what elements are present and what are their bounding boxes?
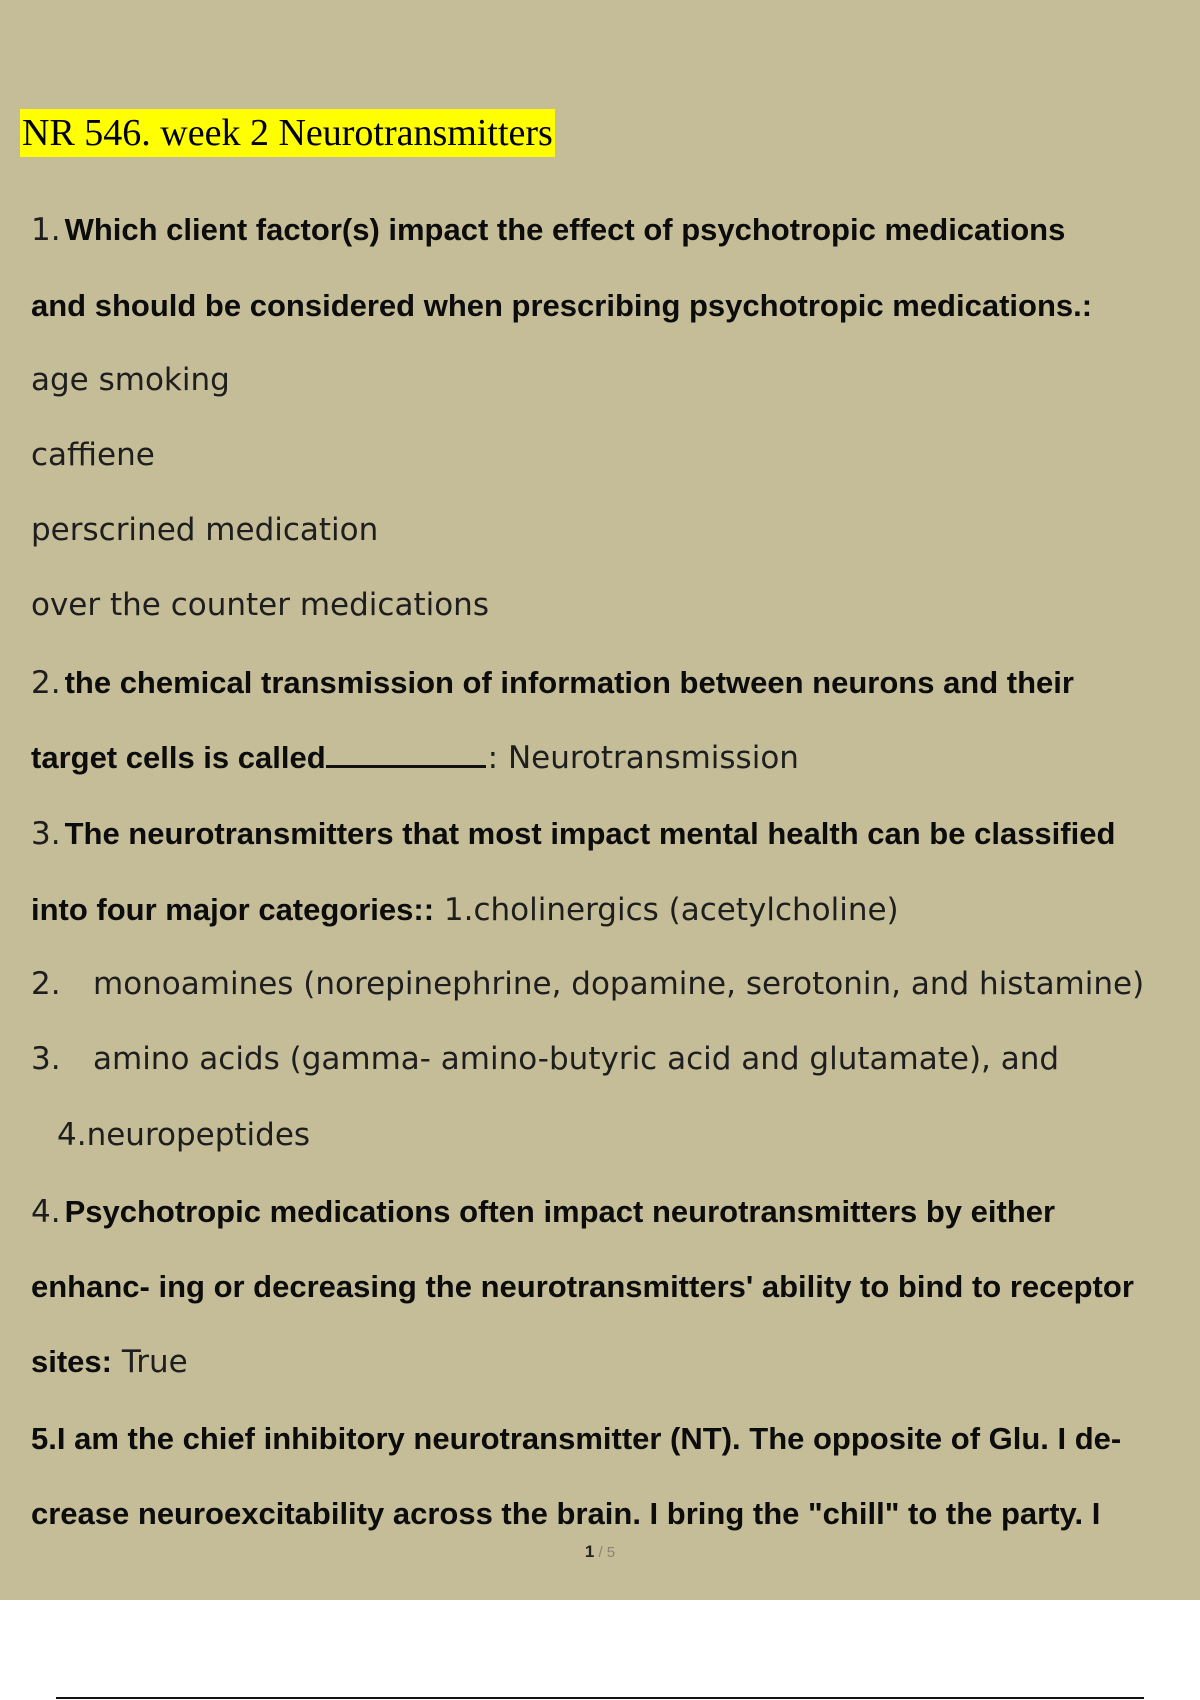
answer-blank bbox=[326, 733, 486, 768]
question-5-text-1: 5.I am the chief inhibitory neurotransmitter (NT). The opposite of Glu. I de- bbox=[31, 1421, 1122, 1456]
page-indicator bbox=[0, 1542, 1200, 1562]
question-1-answer-1: age smoking bbox=[31, 362, 230, 398]
question-3-item-2-number: 2. bbox=[31, 966, 61, 1002]
question-3-text-2: into four major categories:: bbox=[31, 892, 435, 927]
question-1-text-2: and should be considered when prescribing psychotropic medications.: bbox=[31, 288, 1093, 323]
next-page-divider bbox=[56, 1697, 1144, 1699]
question-3-item-3-text: amino acids (gamma- amino-butyric acid and glutamate), and bbox=[93, 1041, 1060, 1077]
question-2-text-1: the chemical transmission of information between neurons and their bbox=[64, 665, 1074, 700]
page-total: / 5 bbox=[594, 1544, 616, 1561]
question-3-number: 3. bbox=[31, 816, 61, 852]
question-3-line-2 bbox=[31, 884, 899, 934]
question-5-line-2 bbox=[31, 1488, 1100, 1538]
page-current: 1 bbox=[584, 1542, 595, 1561]
question-4-line-3 bbox=[31, 1336, 188, 1386]
question-3-item-4: 4.neuropeptides bbox=[57, 1117, 311, 1153]
question-3-text-1: The neurotransmitters that most impact mental health can be classified bbox=[64, 816, 1116, 851]
question-5-text-2: crease neuroexcitability across the brain. I bring the "chill" to the party. I bbox=[31, 1496, 1101, 1531]
question-2-answer: : Neurotransmission bbox=[487, 740, 799, 776]
question-3-item-2-text: monoamines (norepinephrine, dopamine, serotonin, and histamine) bbox=[93, 966, 1145, 1002]
question-3-item-3 bbox=[31, 1034, 1059, 1084]
document-title: NR 546. week 2 Neurotransmitters bbox=[20, 109, 555, 157]
question-4-answer: True bbox=[111, 1344, 188, 1380]
question-2-text-2: target cells is called bbox=[31, 740, 326, 775]
question-3-item-3-number: 3. bbox=[31, 1041, 61, 1077]
question-4-text-1: Psychotropic medications often impact neurotransmitters by either bbox=[64, 1194, 1056, 1229]
question-3-answer-1: 1.cholinergics (acetylcholine) bbox=[434, 892, 899, 928]
question-4-line-1 bbox=[31, 1186, 1055, 1236]
question-1-number: 1. bbox=[31, 212, 61, 248]
question-5-line-1 bbox=[31, 1413, 1121, 1463]
question-4-text-2: enhanc- ing or decreasing the neurotransmitters' ability to bind to receptor bbox=[31, 1269, 1134, 1304]
question-1-text-1: Which client factor(s) impact the effect of psychotropic medications bbox=[64, 212, 1066, 247]
question-2-line-2 bbox=[31, 732, 799, 782]
question-2-line-1 bbox=[31, 657, 1074, 707]
question-3-item-2 bbox=[31, 959, 1144, 1009]
question-1-line-1 bbox=[31, 204, 1065, 254]
question-2-number: 2. bbox=[31, 665, 61, 701]
question-1-line-2 bbox=[31, 280, 1092, 330]
question-1-answer-4: over the counter medications bbox=[31, 587, 489, 623]
question-4-number: 4. bbox=[31, 1194, 61, 1230]
question-4-line-2 bbox=[31, 1261, 1134, 1311]
question-4-text-3: sites: bbox=[31, 1344, 112, 1379]
question-1-answer-2: caffiene bbox=[31, 437, 155, 473]
question-3-line-1 bbox=[31, 808, 1115, 858]
question-1-answer-3: perscrined medication bbox=[31, 512, 379, 548]
